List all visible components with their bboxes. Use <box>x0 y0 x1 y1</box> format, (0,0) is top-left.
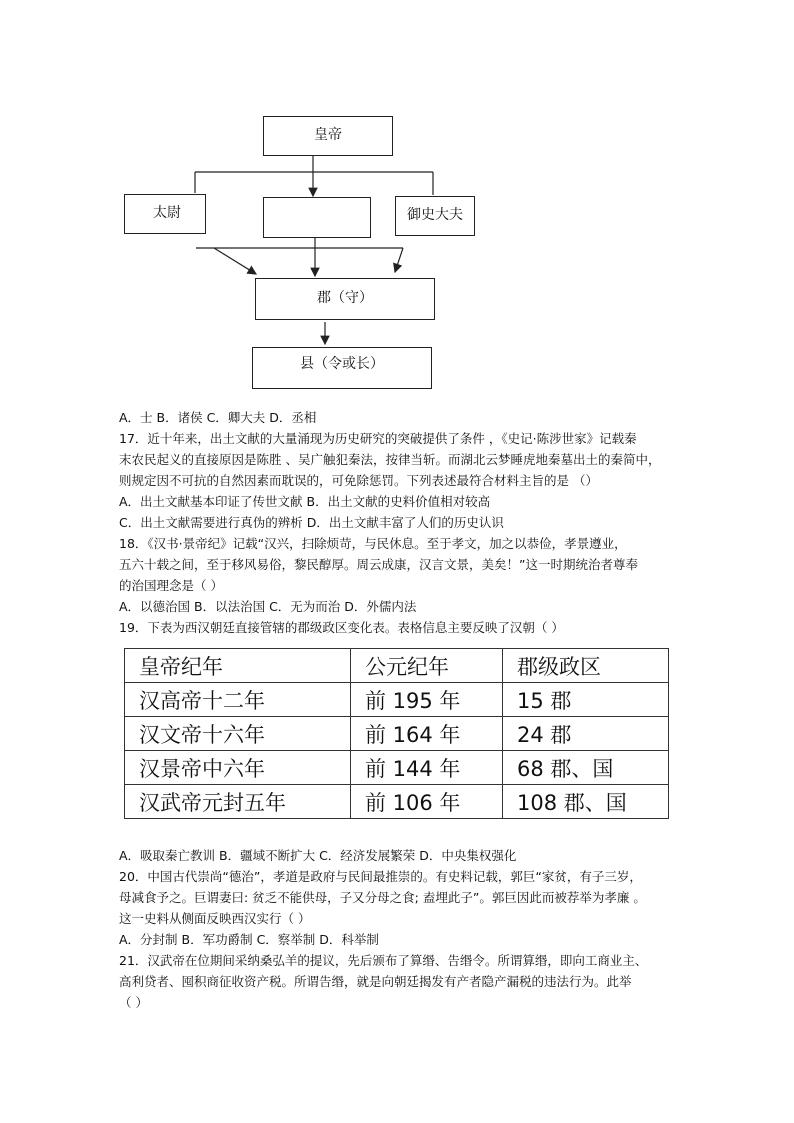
q19-stem: 19．下表为西汉朝廷直接管辖的郡级政区变化表。表格信息主要反映了汉朝（ ） <box>119 620 564 635</box>
table-cell: 前 195 年 <box>351 683 503 717</box>
table-header-row <box>125 649 669 683</box>
q17-options-cd: C．出土文献需要进行真伪的辨析 D．出土文献丰富了人们的历史认识 <box>119 515 504 530</box>
table-row <box>125 717 669 751</box>
q20-line-3: 这一史料从侧面反映西汉实行（ ） <box>119 911 311 926</box>
questions-block-1 <box>119 407 689 638</box>
q21-line-2: 高利贷者、囤积商征收资产税。所谓告缗，就是向朝廷揭发有产者隐产漏税的违法行为。此举 <box>119 974 632 989</box>
q17-line-1: 17．近十年来，出土文献的大量涌现为历史研究的突破提供了条件 ，《史记·陈涉世家》记载秦 <box>119 431 637 446</box>
commandery-table <box>124 648 669 819</box>
emperor-box: 皇帝 <box>263 116 393 156</box>
q20-line-1: 20．中国古代崇尚“德治”，孝道是政府与民间最推崇的。有史料记载，郭巨“家贫，有子三岁， <box>119 869 642 884</box>
questions-block-2 <box>119 845 689 1013</box>
q17-line-2: 末农民起义的直接原因是陈胜 、吴广触犯秦法，按律当斩。而湖北云梦睡虎地秦墓出土的秦简中， <box>119 452 661 467</box>
table-cell: 24 郡 <box>503 717 669 751</box>
q19-options: A．吸取秦亡教训 B．疆域不断扩大 C．经济发展繁荣 D．中央集权强化 <box>119 848 517 863</box>
table-cell: 汉武帝元封五年 <box>125 785 351 819</box>
table-cell: 108 郡、国 <box>503 785 669 819</box>
q18-line-3: 的治国理念是（ ） <box>119 578 223 593</box>
q21-line-3: （ ） <box>119 995 148 1010</box>
table-cell: 68 郡、国 <box>503 751 669 785</box>
q17-options-ab: A．出土文献基本印证了传世文献 B．出土文献的史料价值相对较高 <box>119 494 491 509</box>
q20-options: A．分封制 B．军功爵制 C．察举制 D．科举制 <box>119 932 379 947</box>
q17-line-3: 则规定因不可抗的自然因素而耽误的，可免除惩罚。下列表述最符合材料主旨的是 （） <box>119 473 598 488</box>
header-cell: 郡级政区 <box>503 649 669 683</box>
table-row <box>125 751 669 785</box>
table-cell: 汉高帝十二年 <box>125 683 351 717</box>
table-cell: 汉文帝十六年 <box>125 717 351 751</box>
header-cell: 皇帝纪年 <box>125 649 351 683</box>
table-row <box>125 785 669 819</box>
commandery-box: 郡（守） <box>255 278 435 320</box>
table-cell: 前 144 年 <box>351 751 503 785</box>
table-row <box>125 683 669 717</box>
table-cell: 前 106 年 <box>351 785 503 819</box>
q18-options: A．以德治国 B．以法治国 C．无为而治 D．外儒内法 <box>119 599 417 614</box>
table-cell: 汉景帝中六年 <box>125 751 351 785</box>
administrative-diagram <box>0 0 794 400</box>
header-cell: 公元纪年 <box>351 649 503 683</box>
yushi-box: 御史大夫 <box>395 196 475 236</box>
q18-line-2: 五六十载之间，至于移风易俗，黎民醇厚。周云成康，汉言文景，美矣！”这一时期统治者尊奉 <box>119 557 638 572</box>
county-box: 县（令或长） <box>252 347 432 389</box>
q16-options: A．士 B．诸侯 C．卿大夫 D．丞相 <box>119 410 317 425</box>
q21-line-1: 21．汉武帝在位期间采纳桑弘羊的提议，先后颁布了算缗、告缗令。所谓算缗，即向工商业主、 <box>119 953 648 968</box>
table-cell: 15 郡 <box>503 683 669 717</box>
q20-line-2: 母减食予之。巨谓妻曰: 贫乏不能供母，子又分母之食; 盍埋此子”。郭巨因此而被荐举为孝廉 。 <box>119 890 646 905</box>
q18-line-1: 18．《汉书·景帝纪》记载“汉兴，扫除烦苛，与民休息。至于孝文，加之以恭俭，孝景遵业， <box>119 536 627 551</box>
taiwei-box: 太尉 <box>124 194 206 234</box>
blank-box <box>263 197 371 238</box>
table-cell: 前 164 年 <box>351 717 503 751</box>
